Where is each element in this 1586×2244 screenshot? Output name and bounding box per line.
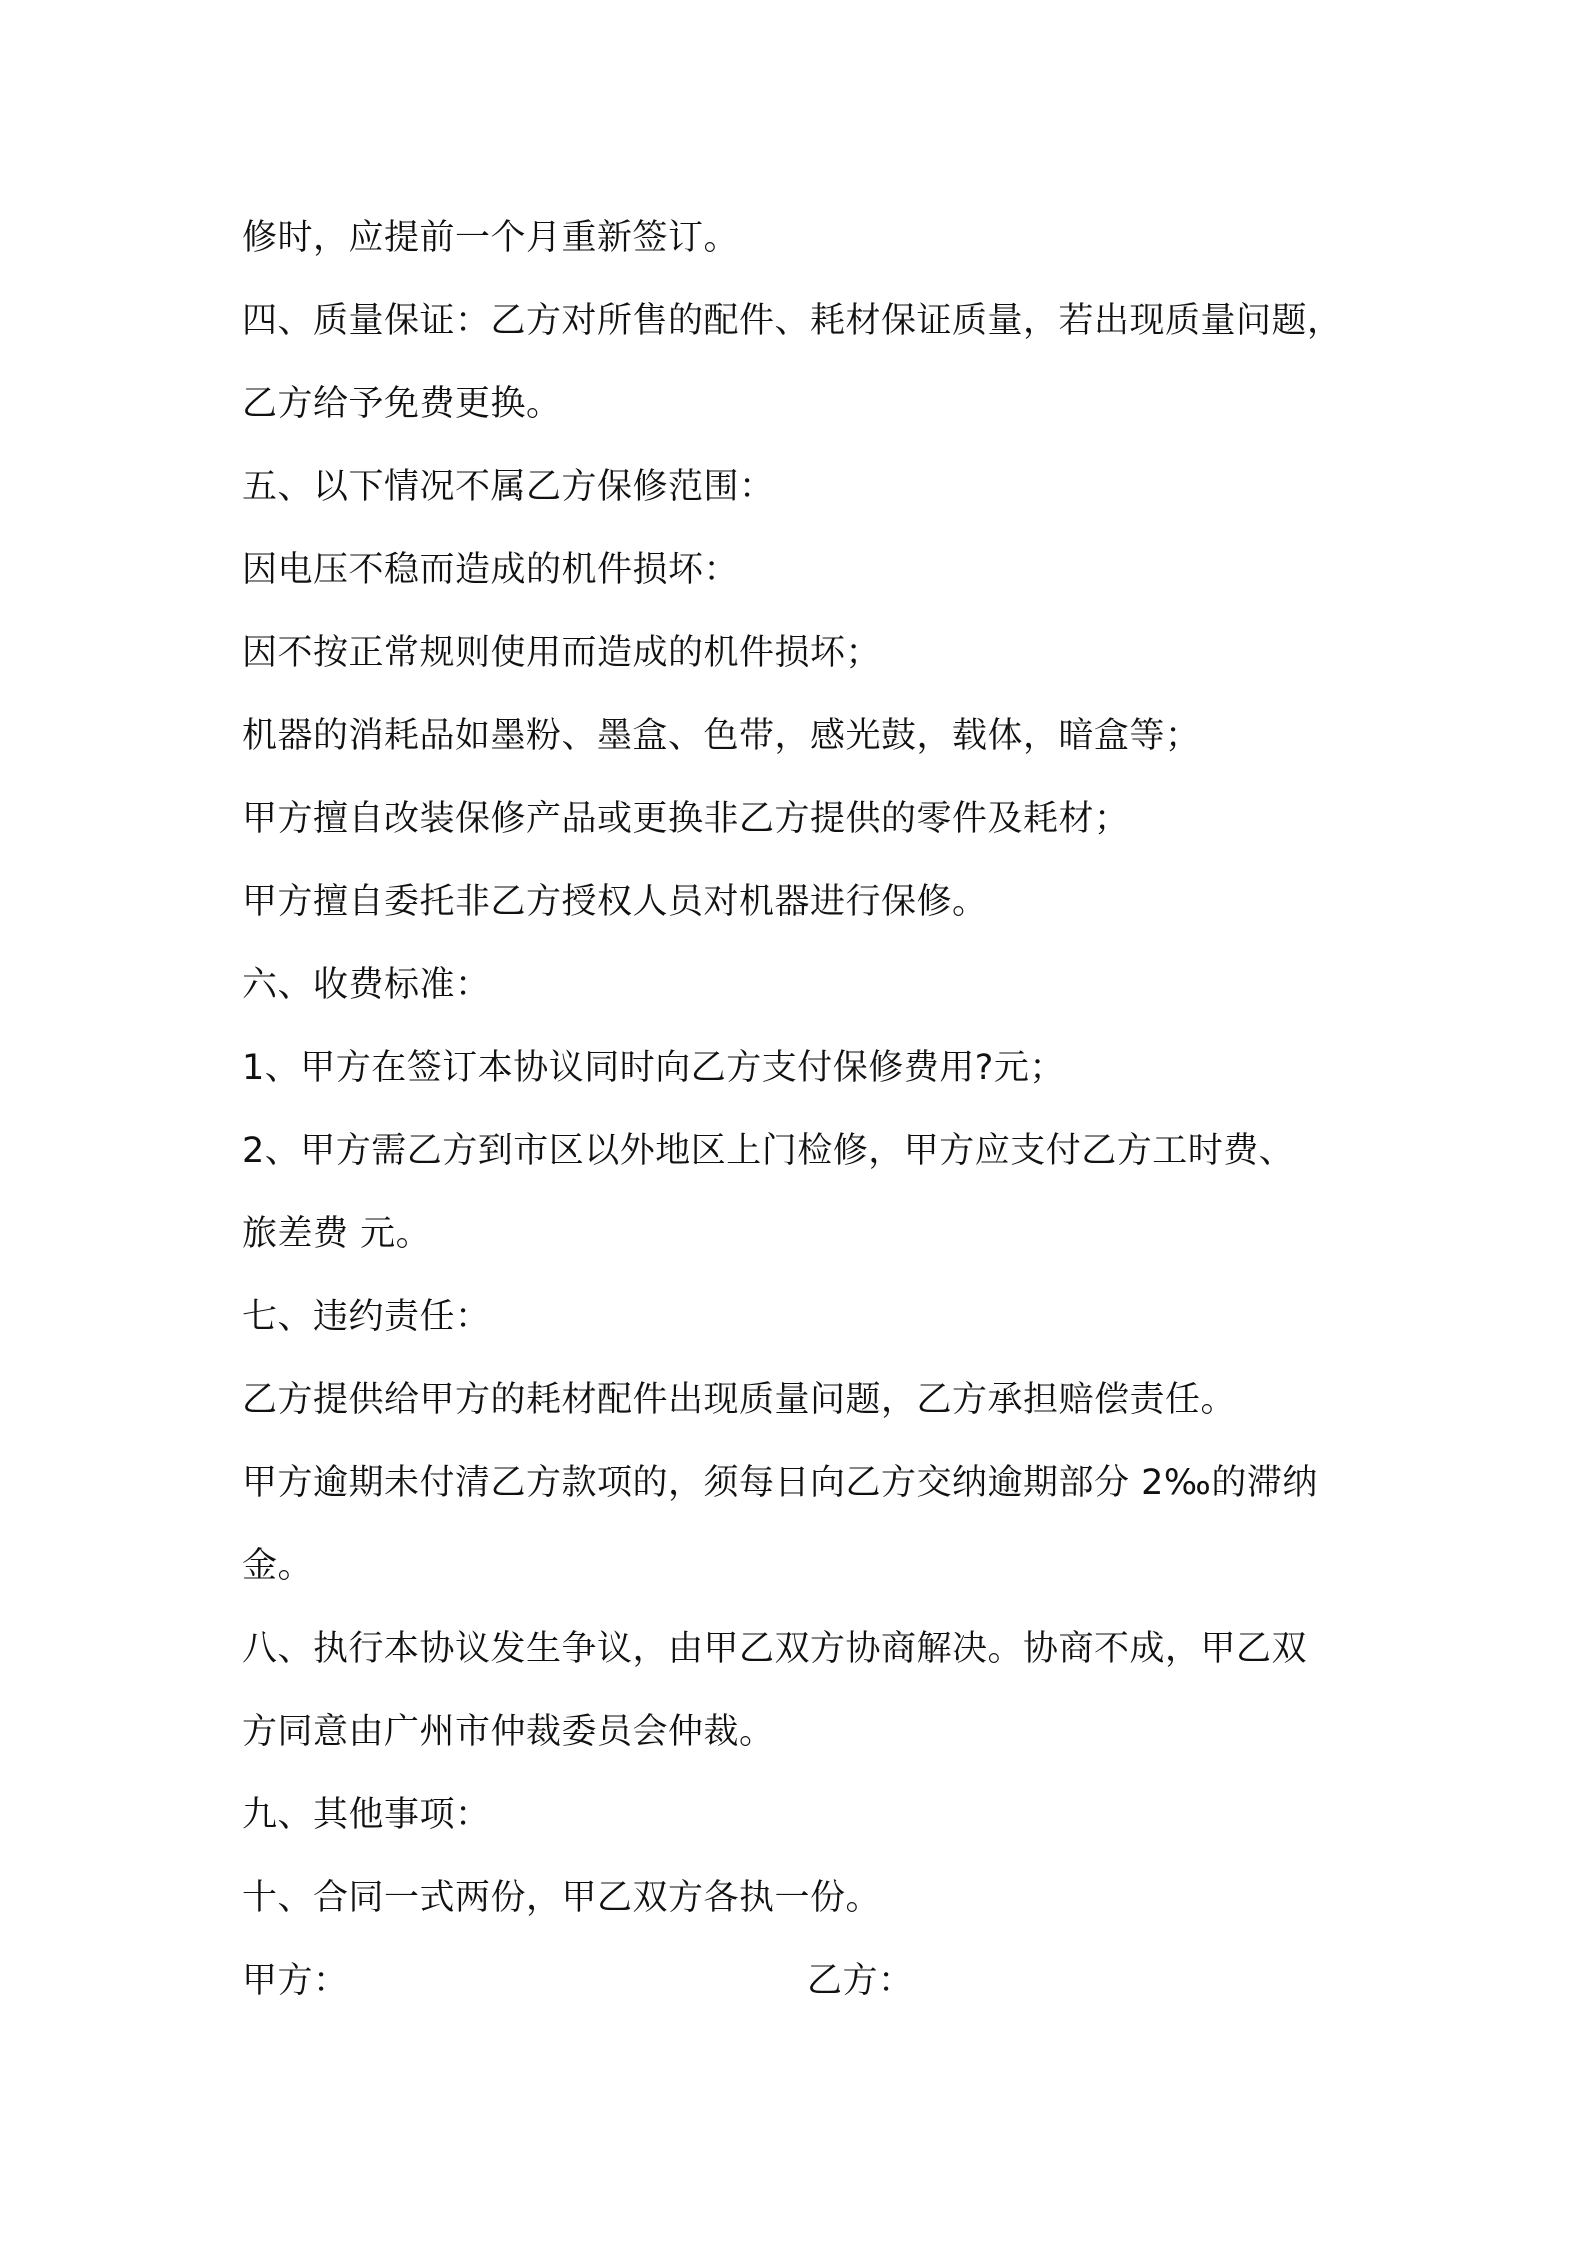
section-copies: 十、合同一式两份，甲乙双方各执一份。 [242, 1878, 882, 1918]
text-line: 金。 [242, 1546, 314, 1586]
text-line: 乙方给予免费更换。 [242, 384, 562, 424]
text-line: 甲方擅自委托非乙方授权人员对机器进行保修。 [242, 882, 988, 922]
text-line: 因电压不稳而造成的机件损坏： [242, 550, 740, 590]
text-line: 因不按正常规则使用而造成的机件损坏； [242, 633, 882, 673]
text-line: 甲方逾期未付清乙方款项的，须每日向乙方交纳逾期部分 2‰的滞纳 [242, 1463, 1318, 1503]
signature-row [242, 1940, 1362, 2023]
text-line: 甲方擅自改装保修产品或更换非乙方提供的零件及耗材； [242, 799, 1130, 839]
section-fee-standard: 六、收费标准： [242, 965, 491, 1005]
party-a-signature-label: 甲方： [242, 1961, 349, 2001]
text-line: 乙方提供给甲方的耗材配件出现质量问题，乙方承担赔偿责任。 [242, 1380, 1237, 1420]
text-line: 方同意由广州市仲裁委员会仲裁。 [242, 1712, 775, 1752]
text-line: 1、甲方在签订本协议同时向乙方支付保修费用?元； [242, 1048, 1065, 1088]
section-quality-guarantee: 四、质量保证：乙方对所售的配件、耗材保证质量，若出现质量问题， [242, 301, 1343, 341]
text-line: 修时，应提前一个月重新签订。 [242, 218, 740, 258]
section-other-matters: 九、其他事项： [242, 1795, 491, 1835]
party-b-signature-label: 乙方： [807, 1961, 914, 2001]
text-line: 2、甲方需乙方到市区以外地区上门检修，甲方应支付乙方工时费、 [242, 1131, 1295, 1171]
section-dispute-resolution: 八、执行本协议发生争议，由甲乙双方协商解决。协商不成，甲乙双 [242, 1629, 1308, 1669]
contract-body [242, 197, 1362, 2023]
text-line: 旅差费 元。 [242, 1214, 432, 1254]
text-line: 机器的消耗品如墨粉、墨盒、色带，感光鼓，载体，暗盒等； [242, 716, 1201, 756]
section-warranty-exclusions: 五、以下情况不属乙方保修范围： [242, 467, 775, 507]
section-breach-liability: 七、违约责任： [242, 1297, 491, 1337]
